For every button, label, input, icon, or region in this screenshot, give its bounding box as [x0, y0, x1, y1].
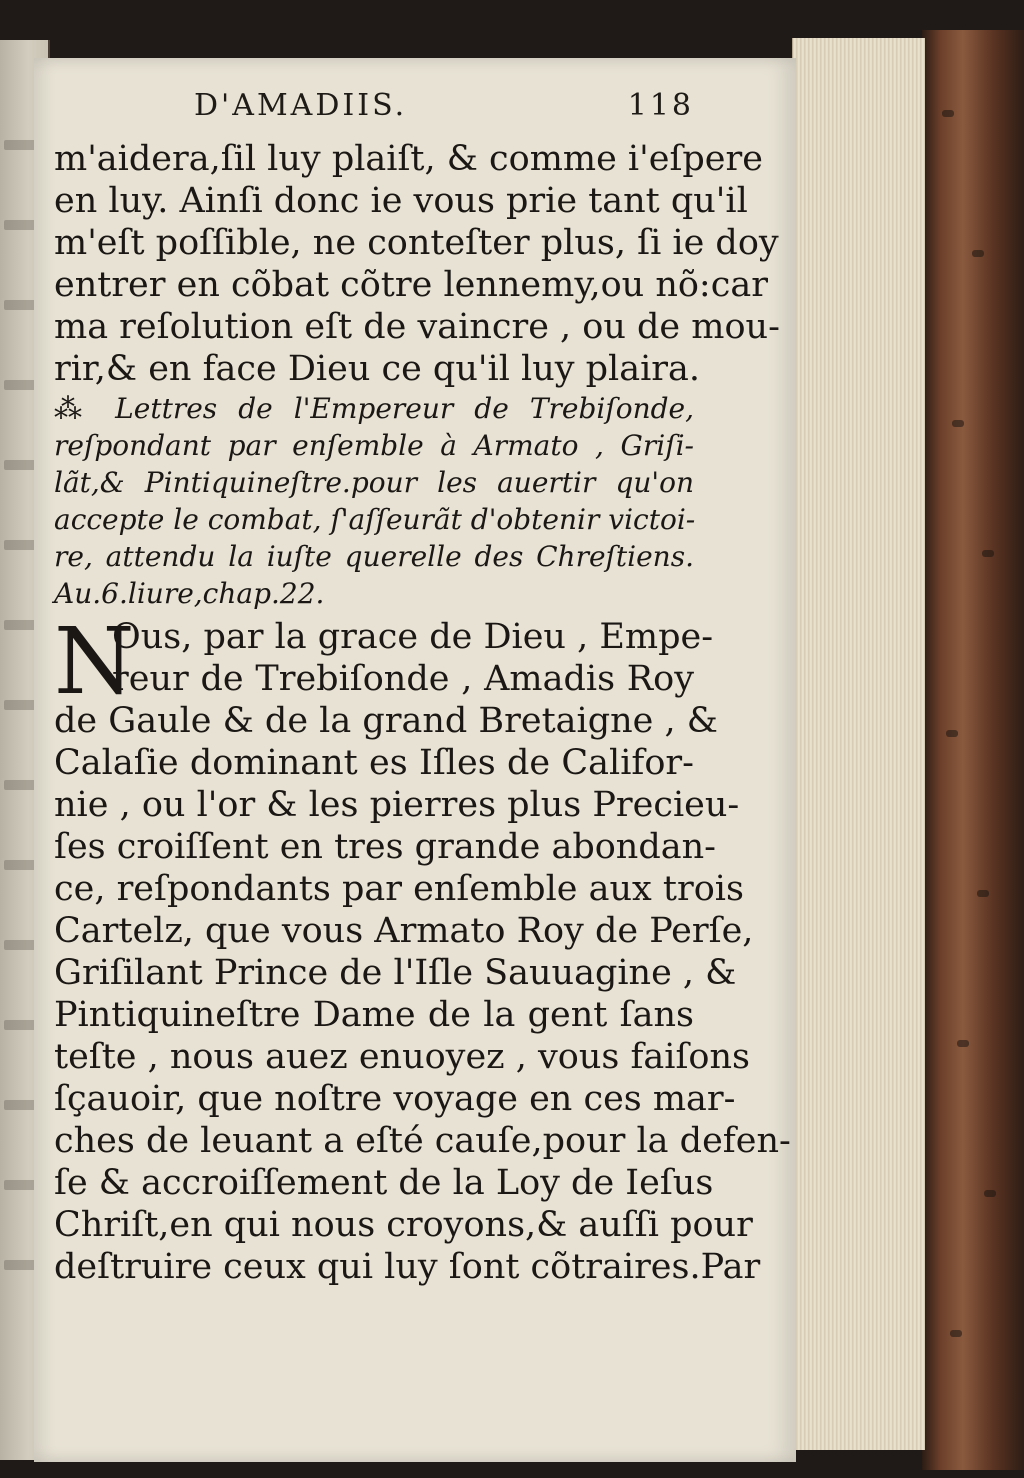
- text-line: rir,& en face Dieu ce qu'il luy plaira.: [54, 349, 701, 389]
- leather-binding: [922, 30, 1024, 1470]
- text-line: Calaſie dominant es Iſles de Califor-: [54, 743, 694, 783]
- page-number: 118: [627, 88, 694, 123]
- text-line: ches de leuant a eſté cauſe,pour la defen-: [54, 1121, 791, 1161]
- text-line: entrer en cõbat cõtre lennemy,ou nõ:car: [54, 265, 768, 305]
- heading-line: Au.6.liure,chap.22.: [54, 577, 325, 610]
- text-line: reur de Trebiſonde , Amadis Roy: [112, 659, 694, 699]
- book-page: [34, 58, 796, 1462]
- text-line: en luy. Ainſi donc ie vous prie tant qu'il: [54, 181, 748, 221]
- text-block: [54, 138, 791, 1288]
- text-line: Pintiquineſtre Dame de la gent ſans: [54, 995, 694, 1035]
- text-line: Chriſt,en qui nous croyons,& auſſi pour: [54, 1205, 753, 1245]
- heading-line: ⁂ Lettres de l'Empereur de Trebiſonde,: [54, 392, 694, 425]
- text-line: Cartelz, que vous Armato Roy de Perſe,: [54, 911, 754, 951]
- text-line: ſe & accroiſſement de la Loy de Ieſus: [54, 1163, 714, 1203]
- text-line: Ous, par la grace de Dieu , Empe-: [112, 617, 714, 657]
- text-line: m'eſt poſſible, ne conteſter plus, ſi ie doy: [54, 223, 779, 263]
- dropcap-paragraph: [54, 608, 714, 715]
- page-fore-edge: [792, 38, 925, 1450]
- text-line: ſes croiſſent en tres grande abondan-: [54, 827, 716, 867]
- heading-line: accepte le combat, ſ'aſſeurãt d'obtenir victoi-: [54, 503, 696, 536]
- text-line: ſçauoir, que noſtre voyage en ces mar-: [54, 1079, 736, 1119]
- text-line: deſtruire ceux qui luy ſont cõtraires.Par: [54, 1247, 761, 1287]
- text-line: ce, reſpondants par enſemble aux trois: [54, 869, 744, 909]
- text-line: m'aidera,ſil luy plaiſt, & comme i'eſpere: [54, 139, 763, 179]
- text-line: nie , ou l'or & les pierres plus Precieu-: [54, 785, 740, 825]
- drop-cap: N: [54, 608, 135, 715]
- text-line: de Gaule & de la grand Bretaigne , &: [54, 701, 718, 741]
- running-head: [194, 88, 694, 128]
- text-line: ma reſolution eſt de vaincre , ou de mou-: [54, 307, 780, 347]
- heading-line: reſpondant par enſemble à Armato , Griſi-: [54, 429, 694, 462]
- heading-line: re, attendu la iuſte querelle des Chreſtiens.: [54, 540, 694, 573]
- text-line: Griſilant Prince de l'Iſle Sauuagine , &: [54, 953, 737, 993]
- heading-line: lãt,& Pintiquineſtre.pour les auertir qu'on: [54, 466, 694, 499]
- running-title: D'AMADIIS.: [194, 88, 408, 123]
- text-line: teſte , nous auez enuoyez , vous faiſons: [54, 1037, 751, 1077]
